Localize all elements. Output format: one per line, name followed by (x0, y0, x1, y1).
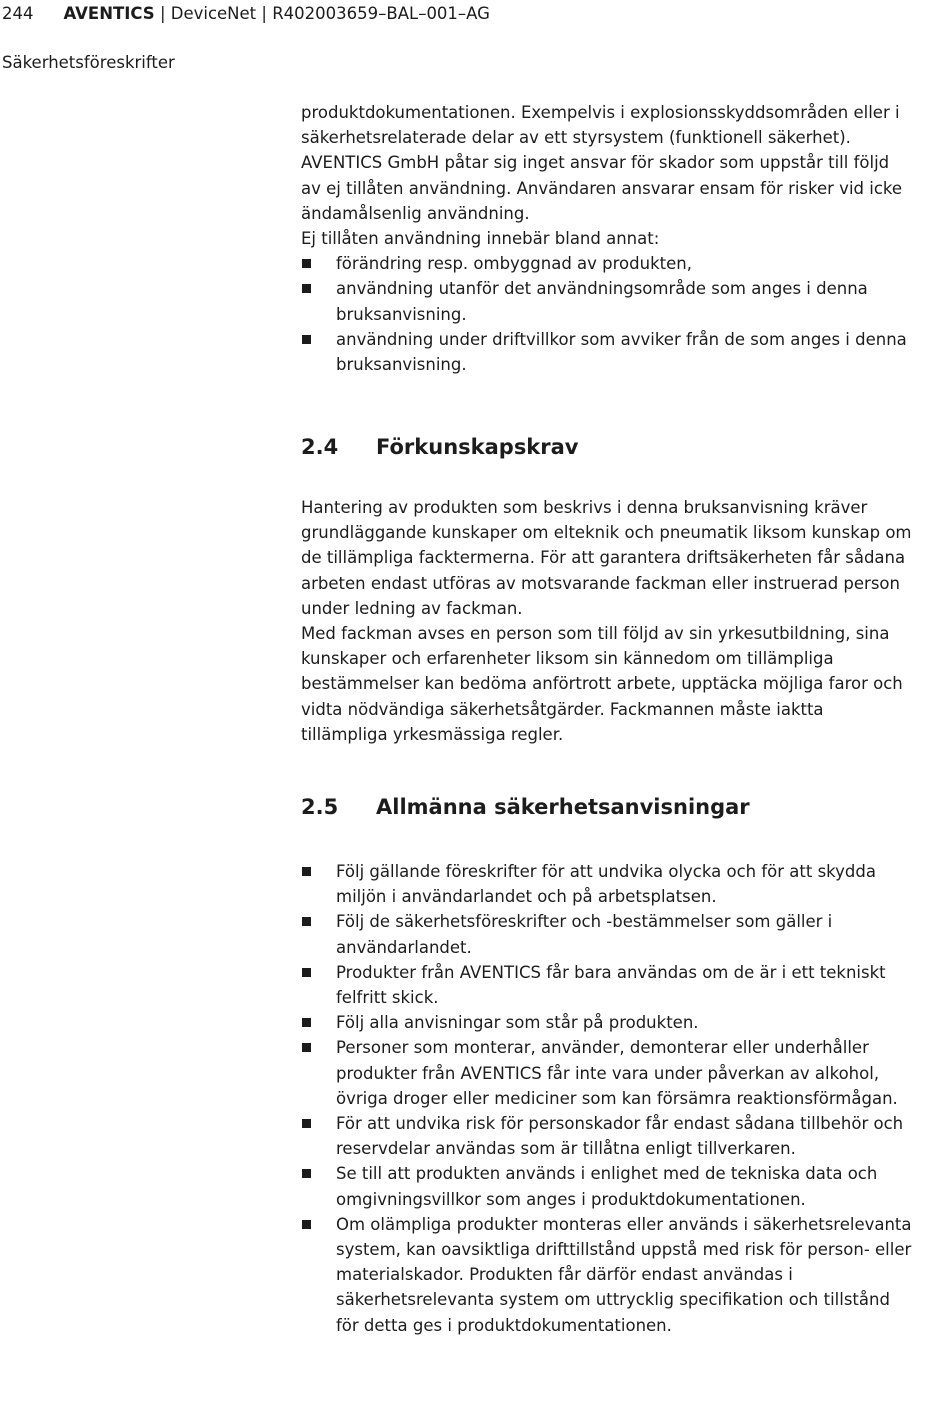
list-item-text: Följ gällande föreskrifter för att undvika olycka och för att skydda miljön i användarlandet och på arbetsplatsen. (336, 862, 876, 907)
square-bullet-icon (302, 1043, 311, 1052)
list-item-text: användning utanför det användningsområde som anges i denna bruksanvisning. (336, 279, 868, 324)
list-item-text: För att undvika risk för personskador får endast sådana tillbehör och reservdelar användas som är tillåtna enligt tillverkaren. (336, 1114, 904, 1159)
list-item (301, 276, 913, 326)
square-bullet-icon (302, 867, 311, 876)
list-item (301, 1111, 913, 1161)
section-title: Förkunskapskrav (376, 435, 579, 459)
list-item (301, 960, 913, 1010)
section-paragraph: Med fackman avses en person som till följd av sin yrkesutbildning, sina kunskaper och erfarenheter liksom sin kännedom om tillämpliga bestämmelser kan bedöma anförtrott arbete, upptäcka möjliga faror och vidta nödvändiga säkerhetsåtgärder. Fackmannen måste iaktta tillämpliga yrkesmässiga regler. (301, 624, 903, 744)
list-item-text: Personer som monterar, använder, demonterar eller underhåller produkter från AVENTICS får inte vara under påverkan av alkohol, övriga droger eller mediciner som kan försämra reaktionsförmågan. (336, 1038, 898, 1108)
list-item (301, 909, 913, 959)
square-bullet-icon (302, 259, 311, 268)
square-bullet-icon (302, 968, 311, 977)
list-item-text: Följ alla anvisningar som står på produkten. (336, 1013, 699, 1033)
section-number: 2.5 (301, 795, 339, 819)
list-item-text: förändring resp. ombyggnad av produkten, (336, 254, 692, 274)
list-item (301, 251, 913, 276)
section-2-4 (301, 432, 913, 747)
list-item-text: Produkter från AVENTICS får bara användas om de är i ett tekniskt felfritt skick. (336, 962, 886, 1008)
list-item (301, 1161, 913, 1211)
list-item (301, 327, 913, 377)
square-bullet-icon (302, 284, 311, 293)
page-number: 244 (2, 4, 34, 23)
intro-list-lead: Ej tillåten användning innebär bland annat: (301, 229, 660, 249)
list-item (301, 1035, 913, 1111)
list-item-text: Följ de säkerhetsföreskrifter och -bestämmelser som gäller i användarlandet. (336, 912, 833, 957)
page-header (2, 2, 490, 26)
list-item (301, 1212, 913, 1338)
square-bullet-icon (302, 1169, 311, 1178)
square-bullet-icon (302, 335, 311, 344)
square-bullet-icon (302, 917, 311, 926)
square-bullet-icon (302, 1119, 311, 1128)
intro-block (301, 100, 913, 377)
section-paragraph: Hantering av produkten som beskrivs i denna bruksanvisning kräver grundläggande kunskaper om elteknik och pneumatik liksom kunskap om de tillämpliga facktermerna. För att garantera driftsäkerheten får sådana arbeten endast utföras av motsvarande fackman eller instruerad person under ledning av fackman. (301, 498, 912, 618)
section-title: Allmänna säkerhetsanvisningar (376, 795, 750, 819)
square-bullet-icon (302, 1018, 311, 1027)
list-item (301, 1010, 913, 1035)
safety-instructions-list (301, 859, 913, 1338)
prohibited-use-list (301, 251, 913, 377)
list-item-text: användning under driftvillkor som avviker från de som anges i denna bruksanvisning. (336, 329, 907, 375)
section-number: 2.4 (301, 435, 339, 459)
section-heading (301, 432, 913, 462)
section-heading (301, 792, 913, 822)
list-item-text: Om olämpliga produkter monteras eller används i säkerhetsrelevanta system, kan oavsiktliga drifttillstånd uppstå med risk för person- eller materialskador. Produkten får därför endast användas i säkerhetsrelevanta system om uttrycklig specifikation och tillstånd för detta ges i produktdokumentationen. (336, 1214, 912, 1335)
chapter-label: Säkerhetsföreskrifter (2, 53, 175, 72)
square-bullet-icon (302, 1220, 311, 1229)
brand-name: AVENTICS (63, 4, 155, 23)
intro-paragraph: produktdokumentationen. Exempelvis i explosionsskyddsområden eller i säkerhetsrelaterade delar av ett styrsystem (funktionell säkerhet). AVENTICS GmbH påtar sig inget ansvar för skador som uppstår till följd av ej tillåten användning. Användaren ansvarar ensam för risker vid icke ändamålsenlig användning. (301, 103, 903, 223)
section-2-5 (301, 792, 913, 1338)
list-item-text: Se till att produkten används i enlighet med de tekniska data och omgivningsvillkor som anges i produktdokumentationen. (336, 1164, 878, 1209)
list-item (301, 859, 913, 909)
document-info: | DeviceNet | R402003659–BAL–001–AG (154, 4, 490, 23)
